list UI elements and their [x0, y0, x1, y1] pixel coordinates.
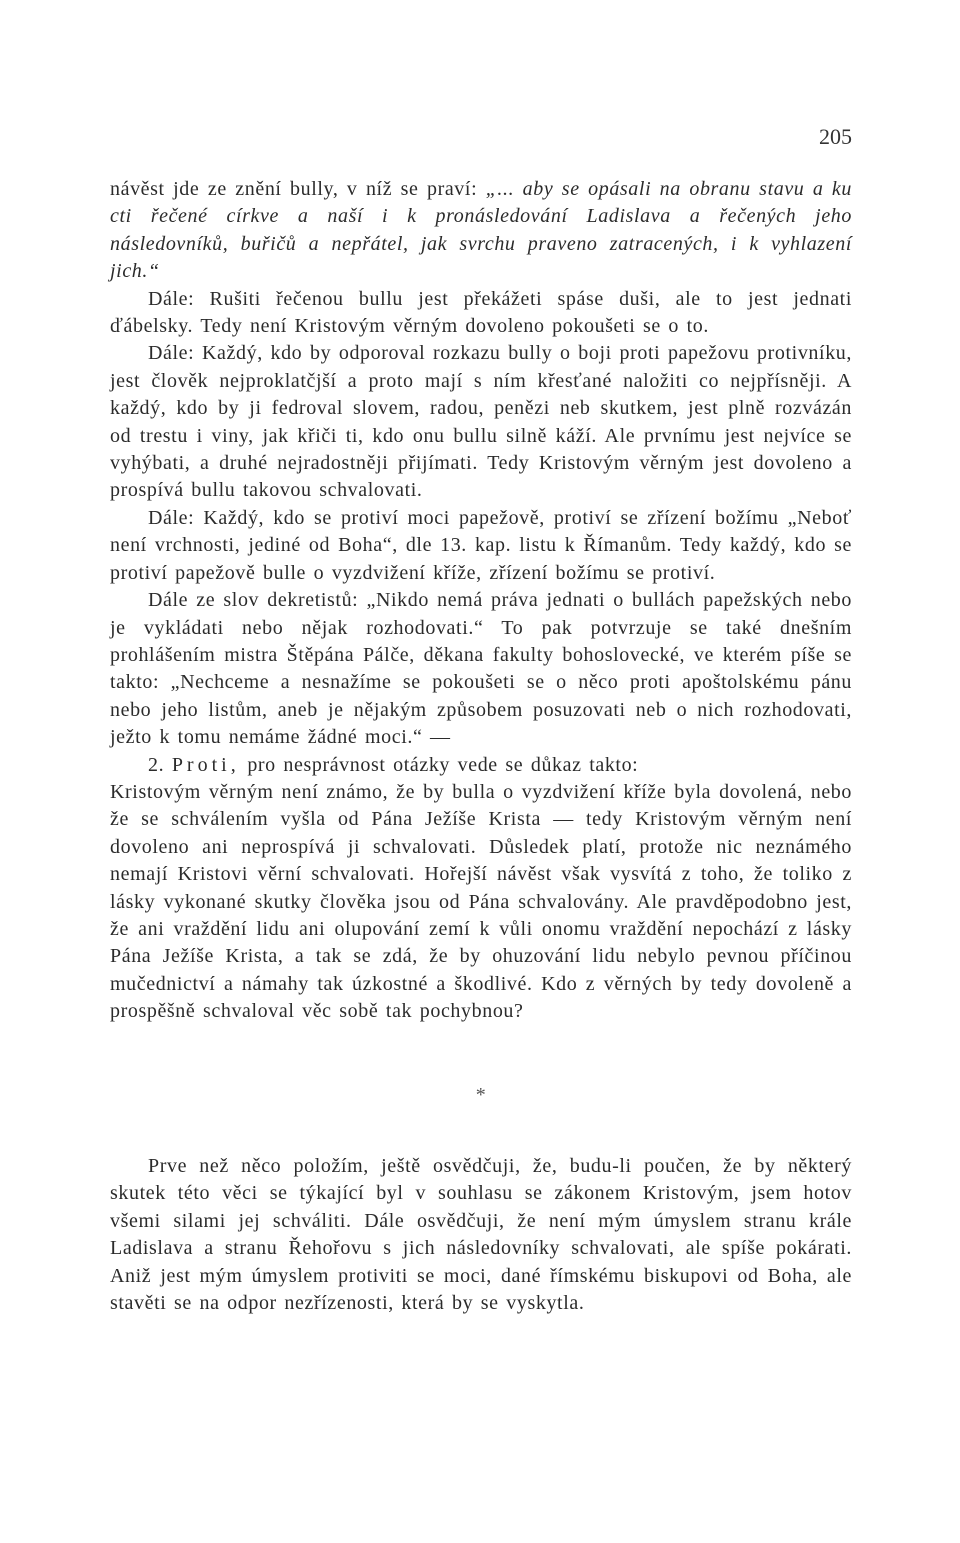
page-text: [110, 176, 852, 1317]
paragraph-6-rest: pro nesprávnost otázky vede se důkaz takto:: [239, 753, 639, 776]
paragraph-1-quote: „... aby se opásali na obranu stavu a ku cti řečené církve a naší i k pronásledování Ladislava a řečených jeho následovníků, buřičů a nepřátel, jak svrchu praveno zatracených, i k vyhlazení jich.“: [110, 178, 852, 283]
paragraph-8: Prve než něco položím, ještě osvědčuji, že, budu-li poučen, že by některý skutek této věci se týkající byl v souhlasu se zákonem Kristovým, jsem hotov všemi silami jej schváliti. Dále osvědčuji, že není mým úmyslem stranu krále Ladislava a stranu Řehořovu s jich následovníky schvalovati, ale spíše pokárati. Aniž jest mým úmyslem protiviti se moci, dané římskému biskupovi od Boha, ale stavěti se na odpor nezřízenosti, která by se vyskytla.: [110, 1155, 852, 1315]
paragraph-4: Dále: Každý, kdo se protiví moci papežově, protiví se zřízení božímu „Neboť není vrchnosti, jediné od Boha“, dle 13. kap. listu k Římanům. Tedy každý, kdo se protiví papežově bulle o vyzdvižení kříže, zřízení božímu se protiví.: [110, 506, 852, 584]
paragraph-1-lead: návěst jde ze znění bully, v níž se praví:: [110, 178, 486, 200]
paragraph-6-number: 2.: [148, 753, 165, 776]
section-separator: *: [475, 1083, 487, 1106]
paragraph-6: [110, 752, 852, 779]
paragraph-6-spaced-word: Proti,: [171, 753, 240, 776]
page-number: 205: [819, 124, 852, 149]
paragraph-2: Dále: Rušiti řečenou bullu jest překážeti spáse duši, ale to jest jednati ďábelsky. Tedy není Kristovým věrným dovoleno pokoušeti se o to.: [110, 287, 852, 338]
paragraph-5: Dále ze slov dekretistů: „Nikdo nemá práva jednati o bullách papežských nebo je vykládati nebo nějak rozhodovati.“ To pak potvrzuje se také dnešním prohlášením mistra Štěpána Pálče, děkana fakulty bohoslovecké, ve kterém píše se takto: „Nechceme a nesnažíme se pokoušeti se o něco proti apoštolskému pánu nebo jeho listům, aneb je nějakým způsobem posuzovati neb o nich rozhodovati, ježto k tomu nemáme žádné moci.“ —: [110, 589, 852, 749]
paragraph-1: [110, 176, 852, 286]
paragraph-3: Dále: Každý, kdo by odporoval rozkazu bully o boji proti papežovu protivníku, jest člověk nejproklatčjší a proto mají s ním křesťané naložiti co nejpřísněji. A každý, kdo by ji fedroval slovem, radou, penězi neb skutkem, jest plně rozvázán od trestu i viny, jak křiči ti, kdo onu bullu silně káží. Ale prvnímu jest nejvíce se vyhýbati, a druhé nejradostněji přijímati. Tedy Kristovým věrným jest dovoleno a prospívá bullu takovou schvalovati.: [110, 342, 852, 502]
paragraph-7: Kristovým věrným není známo, že by bulla o vyzdvižení kříže byla dovolená, nebo že se schválením vyšla od Pána Ježíše Krista — tedy Kristovým věrným není dovoleno ani neprospívá ji schvalovati. Důsledek platí, protože nic neznámého nemají Kristovi věrní schvalovati. Hořejší návěst však vysvítá z toho, že toliko z lásky vykonané skutky člověka jsou od Pána schvalovány. Ale pravděpodobno jest, že ani vraždění lidu ani olupování zemí k vůli onomu vraždění nepochází z lásky Pána Ježíše Krista, a tak se zdá, že by ohuzování lidu nebylo pevnou příčinou mučednictví a námahy tak úzkostné a škodlivé. Kdo z věrných by tedy dovoleně a prospěšně schvaloval věc sobě tak pochybnou?: [110, 780, 852, 1023]
